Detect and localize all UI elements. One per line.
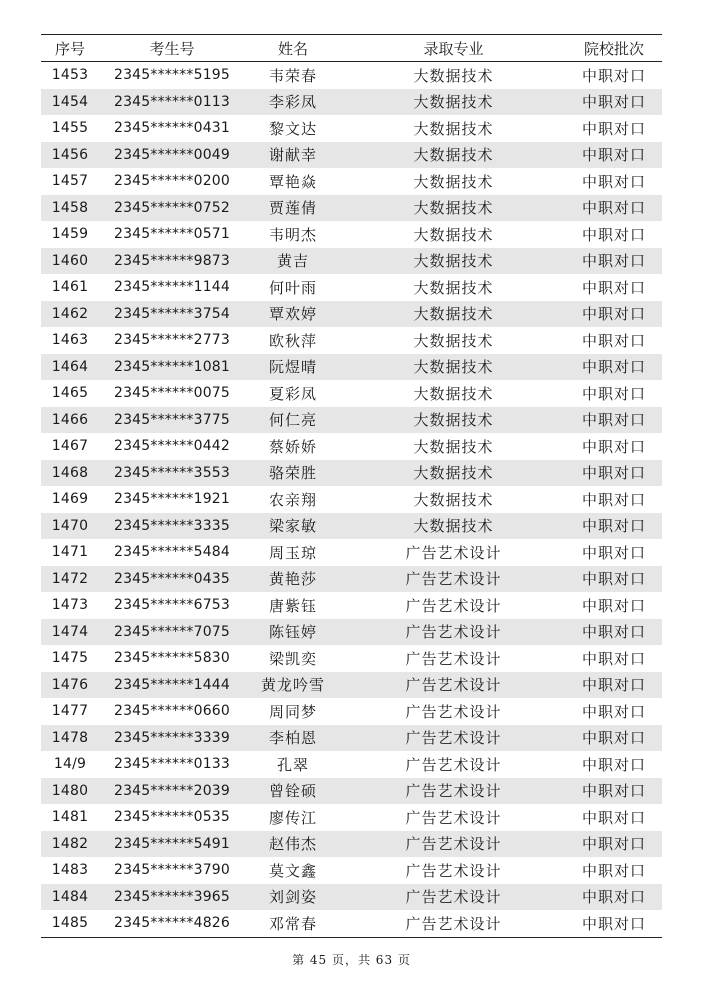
cell-batch: 中职对口 bbox=[581, 119, 646, 138]
cell-major: 广告艺术设计 bbox=[405, 861, 502, 880]
cell-seq: 1466 bbox=[41, 407, 99, 434]
cell-batch: 中职对口 bbox=[581, 861, 646, 880]
cell-exam-no: 2345******2773 bbox=[113, 332, 231, 349]
cell-major: 大数据技术 bbox=[413, 119, 494, 138]
cell-name: 李柏恩 bbox=[245, 725, 341, 752]
table-row bbox=[41, 592, 662, 619]
cell-seq: 1454 bbox=[41, 89, 99, 116]
cell-major: 大数据技术 bbox=[341, 354, 566, 381]
admission-table bbox=[41, 34, 662, 938]
cell-batch: 中职对口 bbox=[581, 225, 646, 244]
cell-major: 大数据技术 bbox=[413, 225, 494, 244]
cell-seq: 1477 bbox=[51, 703, 89, 720]
cell-exam-no: 2345******0113 bbox=[99, 89, 245, 116]
cell-batch: 中职对口 bbox=[566, 910, 662, 937]
cell-major: 广告艺术设计 bbox=[341, 672, 566, 699]
cell-major: 大数据技术 bbox=[413, 331, 494, 350]
table-row bbox=[41, 751, 662, 778]
cell-name: 陈钰婷 bbox=[245, 619, 341, 646]
table-row bbox=[41, 910, 662, 937]
cell-exam-no: 2345******7075 bbox=[99, 619, 245, 646]
table-row bbox=[41, 884, 662, 911]
cell-batch: 中职对口 bbox=[581, 702, 646, 721]
cell-exam-no: 2345******3775 bbox=[99, 407, 245, 434]
table-row bbox=[41, 301, 662, 328]
cell-exam-no: 2345******3754 bbox=[99, 301, 245, 328]
table-row bbox=[41, 698, 662, 725]
cell-exam-no: 2345******3790 bbox=[113, 862, 231, 879]
cell-name: 刘剑姿 bbox=[245, 884, 341, 911]
cell-name: 黎文达 bbox=[268, 119, 317, 138]
cell-exam-no: 2345******0133 bbox=[113, 756, 231, 773]
cell-exam-no: 2345******5491 bbox=[99, 831, 245, 858]
cell-name: 黄龙吟雪 bbox=[245, 672, 341, 699]
cell-batch: 中职对口 bbox=[581, 172, 646, 191]
cell-major: 大数据技术 bbox=[413, 384, 494, 403]
admission-table-container bbox=[41, 34, 662, 938]
cell-batch: 中职对口 bbox=[566, 725, 662, 752]
cell-major: 大数据技术 bbox=[341, 301, 566, 328]
cell-major: 广告艺术设计 bbox=[405, 702, 502, 721]
cell-major: 大数据技术 bbox=[413, 278, 494, 297]
cell-name: 黄吉 bbox=[245, 248, 341, 275]
cell-name: 梁凯奕 bbox=[268, 649, 317, 668]
cell-seq: 1465 bbox=[51, 385, 89, 402]
cell-seq: 1470 bbox=[41, 513, 99, 540]
cell-seq: 1467 bbox=[51, 438, 89, 455]
cell-batch: 中职对口 bbox=[566, 619, 662, 646]
table-row bbox=[41, 804, 662, 831]
cell-name: 何仁亮 bbox=[245, 407, 341, 434]
cell-name: 谢献幸 bbox=[245, 142, 341, 169]
cell-exam-no: 2345******0049 bbox=[99, 142, 245, 169]
cell-name: 赵伟杰 bbox=[245, 831, 341, 858]
cell-seq: 1463 bbox=[51, 332, 89, 349]
page-number: 第 45 页，共 63 页 bbox=[292, 953, 411, 967]
cell-major: 广告艺术设计 bbox=[341, 778, 566, 805]
cell-exam-no: 2345******0535 bbox=[113, 809, 231, 826]
cell-exam-no: 2345******0571 bbox=[113, 226, 231, 243]
table-row bbox=[41, 460, 662, 487]
cell-seq: 1475 bbox=[51, 650, 89, 667]
table-row bbox=[41, 778, 662, 805]
table-row bbox=[41, 248, 662, 275]
cell-major: 大数据技术 bbox=[341, 248, 566, 275]
table-row bbox=[41, 857, 662, 884]
cell-seq: 1485 bbox=[41, 910, 99, 937]
cell-exam-no: 2345******5830 bbox=[113, 650, 231, 667]
header-name: 姓名 bbox=[245, 35, 341, 62]
cell-batch: 中职对口 bbox=[566, 672, 662, 699]
cell-name: 廖传江 bbox=[268, 808, 317, 827]
table-row bbox=[41, 354, 662, 381]
cell-seq: 1459 bbox=[51, 226, 89, 243]
table-row bbox=[41, 725, 662, 752]
cell-name: 韦明杰 bbox=[268, 225, 317, 244]
cell-exam-no: 2345******0660 bbox=[113, 703, 231, 720]
table-row bbox=[41, 380, 662, 407]
cell-name: 邓常春 bbox=[245, 910, 341, 937]
cell-name: 唐紫钰 bbox=[268, 596, 317, 615]
cell-batch: 中职对口 bbox=[566, 460, 662, 487]
cell-major: 大数据技术 bbox=[341, 460, 566, 487]
cell-name: 韦荣春 bbox=[268, 66, 317, 85]
cell-major: 广告艺术设计 bbox=[405, 543, 502, 562]
cell-seq: 1457 bbox=[51, 173, 89, 190]
cell-batch: 中职对口 bbox=[566, 884, 662, 911]
cell-major: 大数据技术 bbox=[413, 490, 494, 509]
cell-seq: 1455 bbox=[51, 120, 89, 137]
table-row bbox=[41, 221, 662, 248]
cell-major: 大数据技术 bbox=[413, 172, 494, 191]
cell-major: 大数据技术 bbox=[341, 195, 566, 222]
cell-seq: 1476 bbox=[41, 672, 99, 699]
cell-batch: 中职对口 bbox=[566, 248, 662, 275]
cell-batch: 中职对口 bbox=[566, 195, 662, 222]
table-row bbox=[41, 142, 662, 169]
table-row bbox=[41, 274, 662, 301]
table-row bbox=[41, 89, 662, 116]
cell-batch: 中职对口 bbox=[581, 543, 646, 562]
table-row bbox=[41, 539, 662, 566]
cell-seq: 1468 bbox=[41, 460, 99, 487]
table-header bbox=[41, 35, 662, 62]
cell-exam-no: 2345******9873 bbox=[99, 248, 245, 275]
cell-exam-no: 2345******1081 bbox=[99, 354, 245, 381]
cell-name: 欧秋萍 bbox=[268, 331, 317, 350]
cell-batch: 中职对口 bbox=[566, 831, 662, 858]
cell-major: 广告艺术设计 bbox=[405, 649, 502, 668]
cell-seq: 1456 bbox=[41, 142, 99, 169]
cell-batch: 中职对口 bbox=[581, 596, 646, 615]
cell-name: 骆荣胜 bbox=[245, 460, 341, 487]
cell-batch: 中职对口 bbox=[581, 384, 646, 403]
table-row bbox=[41, 62, 662, 89]
table-row bbox=[41, 566, 662, 593]
cell-name: 周玉琼 bbox=[268, 543, 317, 562]
cell-exam-no: 2345******0431 bbox=[113, 120, 231, 137]
cell-name: 覃艳焱 bbox=[268, 172, 317, 191]
cell-exam-no: 2345******0200 bbox=[113, 173, 231, 190]
cell-batch: 中职对口 bbox=[581, 649, 646, 668]
cell-seq: 1471 bbox=[51, 544, 89, 561]
cell-batch: 中职对口 bbox=[566, 89, 662, 116]
cell-major: 广告艺术设计 bbox=[341, 831, 566, 858]
cell-batch: 中职对口 bbox=[566, 566, 662, 593]
header-major: 录取专业 bbox=[341, 35, 566, 62]
cell-exam-no: 2345******3335 bbox=[99, 513, 245, 540]
cell-seq: 1472 bbox=[41, 566, 99, 593]
table-body bbox=[41, 62, 662, 938]
cell-name: 李彩凤 bbox=[245, 89, 341, 116]
cell-batch: 中职对口 bbox=[566, 778, 662, 805]
cell-major: 广告艺术设计 bbox=[341, 566, 566, 593]
cell-batch: 中职对口 bbox=[566, 142, 662, 169]
cell-name: 孔翠 bbox=[276, 755, 309, 774]
cell-major: 大数据技术 bbox=[341, 89, 566, 116]
cell-seq: 1460 bbox=[41, 248, 99, 275]
cell-major: 大数据技术 bbox=[413, 437, 494, 456]
cell-name: 曾铨硕 bbox=[245, 778, 341, 805]
table-row bbox=[41, 115, 662, 142]
cell-major: 大数据技术 bbox=[341, 407, 566, 434]
cell-seq: 14/9 bbox=[53, 756, 87, 773]
table-row bbox=[41, 168, 662, 195]
cell-seq: 1484 bbox=[41, 884, 99, 911]
cell-seq: 1473 bbox=[51, 597, 89, 614]
cell-batch: 中职对口 bbox=[581, 66, 646, 85]
cell-name: 农亲翔 bbox=[268, 490, 317, 509]
header-seq: 序号 bbox=[41, 35, 99, 62]
header-row bbox=[41, 35, 662, 62]
cell-exam-no: 2345******2039 bbox=[99, 778, 245, 805]
cell-major: 大数据技术 bbox=[413, 66, 494, 85]
cell-exam-no: 2345******1444 bbox=[99, 672, 245, 699]
cell-batch: 中职对口 bbox=[581, 490, 646, 509]
header-exam-no: 考生号 bbox=[99, 35, 245, 62]
cell-exam-no: 2345******4826 bbox=[99, 910, 245, 937]
cell-major: 广告艺术设计 bbox=[341, 910, 566, 937]
table-row bbox=[41, 831, 662, 858]
cell-name: 覃欢婷 bbox=[245, 301, 341, 328]
cell-seq: 1464 bbox=[41, 354, 99, 381]
cell-major: 广告艺术设计 bbox=[341, 725, 566, 752]
cell-batch: 中职对口 bbox=[581, 437, 646, 456]
cell-seq: 1482 bbox=[41, 831, 99, 858]
cell-exam-no: 2345******0435 bbox=[99, 566, 245, 593]
header-batch: 院校批次 bbox=[566, 35, 662, 62]
cell-seq: 1483 bbox=[51, 862, 89, 879]
table-row bbox=[41, 619, 662, 646]
cell-seq: 1474 bbox=[41, 619, 99, 646]
cell-exam-no: 2345******3339 bbox=[99, 725, 245, 752]
cell-name: 梁家敏 bbox=[245, 513, 341, 540]
cell-exam-no: 2345******1921 bbox=[113, 491, 231, 508]
cell-major: 广告艺术设计 bbox=[405, 596, 502, 615]
cell-name: 贾莲倩 bbox=[245, 195, 341, 222]
cell-name: 夏彩凤 bbox=[268, 384, 317, 403]
table-row bbox=[41, 327, 662, 354]
cell-batch: 中职对口 bbox=[581, 808, 646, 827]
cell-major: 广告艺术设计 bbox=[341, 884, 566, 911]
cell-name: 蔡娇娇 bbox=[268, 437, 317, 456]
cell-seq: 1461 bbox=[51, 279, 89, 296]
table-row bbox=[41, 672, 662, 699]
cell-seq: 1478 bbox=[41, 725, 99, 752]
cell-name: 周同梦 bbox=[268, 702, 317, 721]
cell-seq: 1458 bbox=[41, 195, 99, 222]
table-row bbox=[41, 513, 662, 540]
cell-name: 莫文鑫 bbox=[268, 861, 317, 880]
cell-batch: 中职对口 bbox=[566, 301, 662, 328]
cell-seq: 1453 bbox=[51, 67, 89, 84]
cell-major: 广告艺术设计 bbox=[405, 808, 502, 827]
cell-exam-no: 2345******5195 bbox=[113, 67, 231, 84]
cell-seq: 1469 bbox=[51, 491, 89, 508]
cell-exam-no: 2345******5484 bbox=[113, 544, 231, 561]
cell-exam-no: 2345******1144 bbox=[113, 279, 231, 296]
cell-exam-no: 2345******0752 bbox=[99, 195, 245, 222]
cell-batch: 中职对口 bbox=[566, 407, 662, 434]
cell-name: 阮煜晴 bbox=[245, 354, 341, 381]
cell-exam-no: 2345******3965 bbox=[99, 884, 245, 911]
table-row bbox=[41, 407, 662, 434]
cell-exam-no: 2345******0442 bbox=[113, 438, 231, 455]
cell-name: 黄艳莎 bbox=[245, 566, 341, 593]
cell-major: 广告艺术设计 bbox=[341, 619, 566, 646]
cell-exam-no: 2345******6753 bbox=[113, 597, 231, 614]
cell-exam-no: 2345******3553 bbox=[99, 460, 245, 487]
cell-name: 何叶雨 bbox=[268, 278, 317, 297]
cell-batch: 中职对口 bbox=[581, 278, 646, 297]
table-row bbox=[41, 645, 662, 672]
cell-batch: 中职对口 bbox=[566, 513, 662, 540]
cell-seq: 1481 bbox=[51, 809, 89, 826]
cell-batch: 中职对口 bbox=[581, 331, 646, 350]
table-row bbox=[41, 433, 662, 460]
table-row bbox=[41, 195, 662, 222]
cell-seq: 1462 bbox=[41, 301, 99, 328]
cell-major: 广告艺术设计 bbox=[405, 755, 502, 774]
cell-seq: 1480 bbox=[41, 778, 99, 805]
cell-major: 大数据技术 bbox=[341, 513, 566, 540]
table-row bbox=[41, 486, 662, 513]
cell-batch: 中职对口 bbox=[581, 755, 646, 774]
cell-major: 大数据技术 bbox=[341, 142, 566, 169]
cell-batch: 中职对口 bbox=[566, 354, 662, 381]
cell-exam-no: 2345******0075 bbox=[113, 385, 231, 402]
